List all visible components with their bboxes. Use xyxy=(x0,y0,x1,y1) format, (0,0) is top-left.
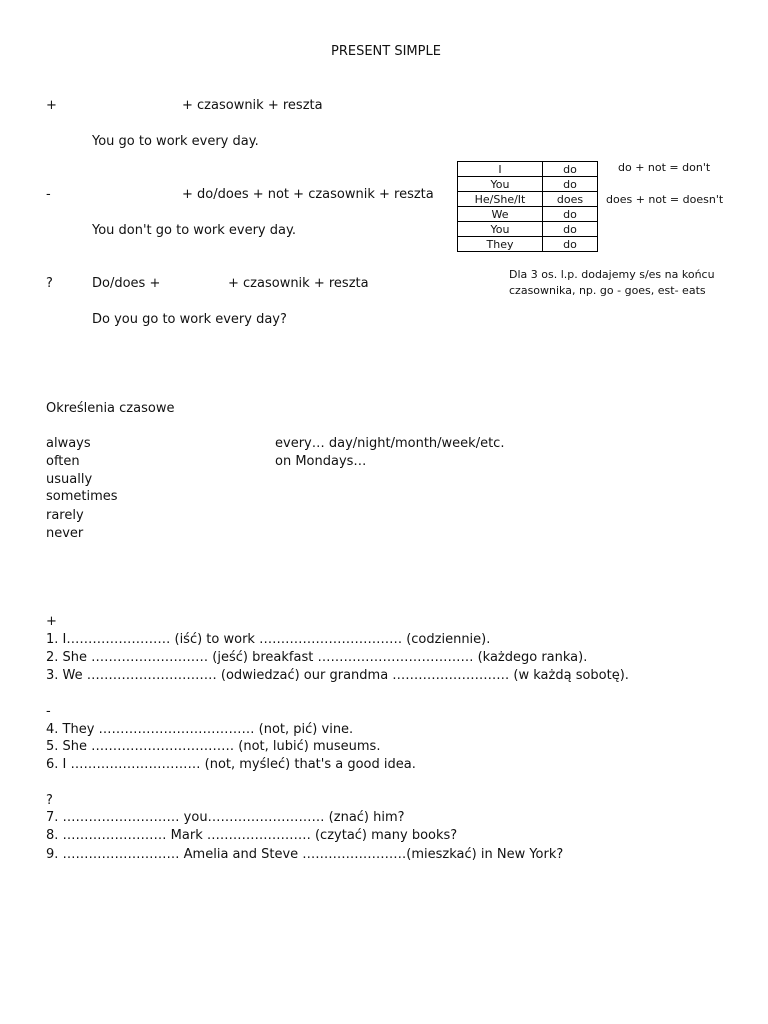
table-row xyxy=(458,162,598,177)
time-expression-left: sometimes xyxy=(46,489,118,504)
exercise-negative-sign: - xyxy=(46,704,51,719)
note-dont: do + not = don't xyxy=(618,161,711,174)
table-row xyxy=(458,237,598,252)
time-expression-left: always xyxy=(46,436,91,451)
positive-formula: + czasownik + reszta xyxy=(182,98,323,113)
table-row xyxy=(458,222,598,237)
table-row xyxy=(458,192,598,207)
time-expression-left: rarely xyxy=(46,508,84,523)
question-start: Do/does + xyxy=(92,276,161,291)
third-person-note-line-1: Dla 3 os. l.p. dodajemy s/es na końcu xyxy=(509,268,715,281)
conjugation-table xyxy=(457,161,598,252)
negative-formula: + do/does + not + czasownik + reszta xyxy=(182,187,434,202)
verb-cell: does xyxy=(543,192,598,207)
exercise-item: 9. ……………………… Amelia and Steve ……………………(mieszkać) in New York? xyxy=(46,847,564,862)
time-expression-left: never xyxy=(46,526,84,541)
exercise-item: 8. …………………… Mark …………………… (czytać) many books? xyxy=(46,828,458,843)
verb-cell: do xyxy=(543,222,598,237)
exercise-item: 1. I…………………… (iść) to work …………………………… (codziennie). xyxy=(46,632,491,647)
exercise-positive-sign: + xyxy=(46,614,57,629)
exercise-item: 7. ……………………… you……………………… (znać) him? xyxy=(46,810,405,825)
table-row xyxy=(458,207,598,222)
time-expression-left: often xyxy=(46,454,80,469)
exercise-item: 3. We ………………………… (odwiedzać) our grandma ……………………… (w każdą sobotę). xyxy=(46,668,629,683)
note-doesnt: does + not = doesn't xyxy=(606,193,724,206)
question-formula: + czasownik + reszta xyxy=(228,276,369,291)
exercise-item: 4. They ……………………………… (not, pić) vine. xyxy=(46,722,354,737)
person-cell: You xyxy=(458,177,543,192)
negative-sign: - xyxy=(46,187,51,202)
verb-cell: do xyxy=(543,177,598,192)
positive-example: You go to work every day. xyxy=(92,134,259,149)
time-expression-right: every… day/night/month/week/etc. xyxy=(275,436,505,451)
person-cell: They xyxy=(458,237,543,252)
person-cell: I xyxy=(458,162,543,177)
positive-sign: + xyxy=(46,98,57,113)
time-expression-right: on Mondays… xyxy=(275,454,367,469)
exercise-item: 6. I ………………………… (not, myśleć) that's a good idea. xyxy=(46,757,416,772)
page-title: PRESENT SIMPLE xyxy=(331,44,441,59)
person-cell: We xyxy=(458,207,543,222)
verb-cell: do xyxy=(543,237,598,252)
negative-example: You don't go to work every day. xyxy=(92,223,296,238)
question-example: Do you go to work every day? xyxy=(92,312,287,327)
third-person-note-line-2: czasownika, np. go - goes, est- eats xyxy=(509,284,706,297)
verb-cell: do xyxy=(543,207,598,222)
exercise-question-sign: ? xyxy=(46,793,53,808)
time-expression-left: usually xyxy=(46,472,93,487)
verb-cell: do xyxy=(543,162,598,177)
exercise-item: 5. She …………………………… (not, lubić) museums. xyxy=(46,739,381,754)
exercise-item: 2. She ……………………… (jeść) breakfast ……………………………… (każdego ranka). xyxy=(46,650,588,665)
person-cell: You xyxy=(458,222,543,237)
time-expressions-heading: Określenia czasowe xyxy=(46,401,175,416)
person-cell: He/She/It xyxy=(458,192,543,207)
table-row xyxy=(458,177,598,192)
question-sign: ? xyxy=(46,276,53,291)
